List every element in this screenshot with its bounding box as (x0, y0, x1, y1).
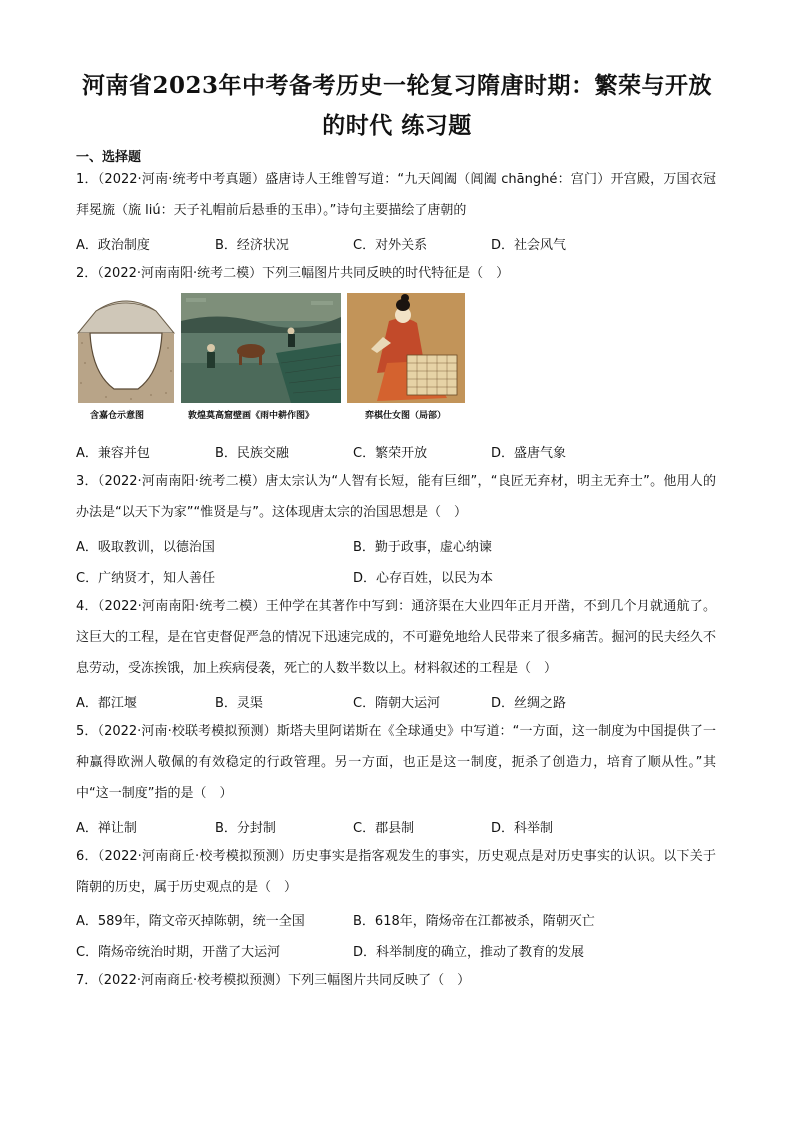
section-heading: 一、选择题 (76, 150, 142, 165)
question-1: 1．（2022·河南·统考中考真题）盛唐诗人王维曾写道：“九天阊阖（阊阖 chānghé：宫门）开宫殿，万国衣冠拜冕旒（旒 liú：天子礼帽前后悬垂的玉串）。”诗句主要描绘了唐朝的 (76, 172, 716, 218)
option-a[interactable]: A．都江堰 (76, 696, 137, 711)
option-d[interactable]: D．科举制 (491, 821, 554, 836)
option-a[interactable]: A．吸取教训，以德治国 (76, 540, 215, 555)
option-c[interactable]: C．对外关系 (353, 238, 428, 253)
question-2-figures (76, 293, 476, 433)
option-d[interactable]: D．社会风气 (491, 238, 567, 253)
option-a[interactable]: A．禅让制 (76, 821, 137, 836)
weiqi-lady-painting-image (347, 293, 465, 403)
title-line-2: 的时代 练习题 (322, 112, 472, 139)
option-b[interactable]: B．勤于政事，虚心纳谏 (353, 540, 492, 555)
question-4: 4．（2022·河南南阳·统考二模）王仲学在其著作中写到：通济渠在大业四年正月开凿，不到几个月就通航了。这巨大的工程，是在官吏督促严急的情况下迅速完成的，不可避免地给人民带来了很多痛苦。掘河的民夫经久不息劳动，受冻挨饿，加上疾病侵袭，死亡的人数半数以上。材料叙述的工程是（ ） (76, 599, 716, 676)
option-a[interactable]: A．589年，隋文帝灭掉陈朝，统一全国 (76, 914, 305, 929)
granary-diagram-image (76, 293, 176, 403)
question-6: 6．（2022·河南商丘·校考模拟预测）历史事实是指客观发生的事实，历史观点是对历史事实的认识。以下关于隋朝的历史，属于历史观点的是（ ） (76, 849, 716, 895)
option-a[interactable]: A．兼容并包 (76, 446, 150, 461)
option-d[interactable]: D．科举制度的确立，推动了教育的发展 (353, 945, 585, 960)
option-c[interactable]: C．广纳贤才，知人善任 (76, 571, 216, 586)
dunhuang-mural-image (181, 293, 341, 403)
option-d[interactable]: D．心存百姓，以民为本 (353, 571, 494, 586)
option-c[interactable]: C．隋炀帝统治时期，开凿了大运河 (76, 945, 281, 960)
page-title (60, 66, 734, 146)
option-b[interactable]: B．618年，隋炀帝在江都被杀，隋朝灭亡 (353, 914, 595, 929)
option-b[interactable]: B．经济状况 (215, 238, 289, 253)
figure-caption-3: 弈棋仕女图（局部） (365, 411, 447, 421)
question-5: 5．（2022·河南·校联考模拟预测）斯塔夫里阿诺斯在《全球通史》中写道：“一方面，这一制度为中国提供了一种赢得欧洲人敬佩的有效稳定的行政管理。另一方面，也正是这一制度，扼杀了创造力，培育了顺从性。”其中“这一制度”指的是（ ） (76, 724, 716, 801)
option-d[interactable]: D．盛唐气象 (491, 446, 567, 461)
option-c[interactable]: C．郡县制 (353, 821, 415, 836)
figure-caption-1: 含嘉仓示意图 (90, 411, 145, 421)
option-b[interactable]: B．分封制 (215, 821, 276, 836)
question-3: 3．（2022·河南南阳·统考二模）唐太宗认为“人智有长短，能有巨细”，“良匠无弃材，明主无弃士”。他用人的办法是“以天下为家”“惟贤是与”。这体现唐太宗的治国思想是（ ） (76, 474, 716, 520)
title-line-1: 河南省2023年中考备考历史一轮复习隋唐时期：繁荣与开放 (81, 72, 712, 99)
option-c[interactable]: C．繁荣开放 (353, 446, 428, 461)
option-a[interactable]: A．政治制度 (76, 238, 150, 253)
question-2: 2．（2022·河南南阳·统考二模）下列三幅图片共同反映的时代特征是（ ） (76, 266, 510, 281)
option-d[interactable]: D．丝绸之路 (491, 696, 567, 711)
question-7: 7．（2022·河南商丘·校考模拟预测）下列三幅图片共同反映了（ ） (76, 973, 471, 988)
option-c[interactable]: C．隋朝大运河 (353, 696, 441, 711)
option-b[interactable]: B．灵渠 (215, 696, 263, 711)
option-b[interactable]: B．民族交融 (215, 446, 289, 461)
figure-caption-2: 敦煌莫高窟壁画《雨中耕作图》 (188, 411, 315, 421)
